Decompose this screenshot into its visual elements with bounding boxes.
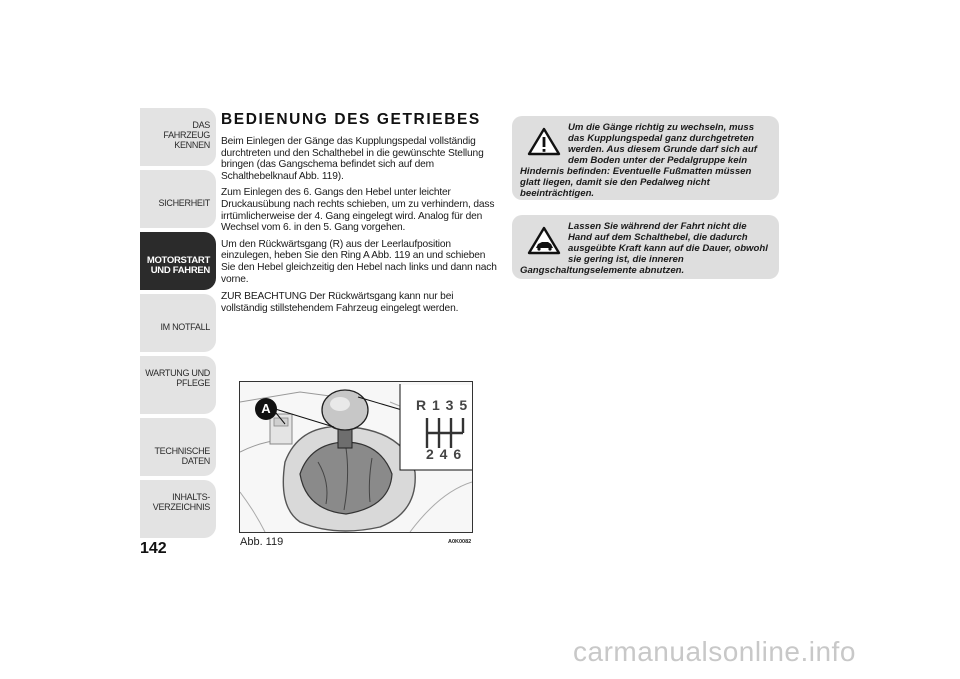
tab-label: INHALTS-VERZEICHNIS — [152, 492, 210, 512]
tab-inhaltsverzeichnis[interactable] — [140, 480, 216, 538]
section-body — [221, 136, 501, 319]
figure-caption: Abb. 119 — [240, 536, 284, 548]
warning-box — [512, 116, 779, 200]
tab-das-fahrzeug-kennen[interactable] — [140, 108, 216, 166]
tab-label: MOTORSTART UND FAHREN — [146, 255, 210, 276]
ring-label-a: A — [261, 401, 271, 416]
tab-label: TECHNISCHE DATEN — [154, 446, 210, 466]
warning-text: Lassen Sie während der Fahrt nicht die Hand auf dem Schalthebel, die dadurch ausgeübte Kraft kann auf die Dauer, obwohl sie gering ist, die inneren Gangschaltungselemente abnutzen. — [520, 221, 768, 276]
paragraph: ZUR BEACHTUNG Der Rückwärtsgang kann nur bei vollständig stillstehendem Fahrzeug eingelegt werden. — [221, 291, 459, 314]
tab-motorstart-und-fahren[interactable] — [140, 232, 216, 290]
paragraph: Um den Rückwärtsgang (R) aus der Leerlaufposition einzulegen, heben Sie den Ring A Abb. 119 an und schieben Sie den Hebel gleichzeitig den Hebel nach links und dann nach vorne. — [221, 238, 497, 285]
gear-schema-bottom: 2 4 6 — [426, 446, 463, 462]
warning-text: Um die Gänge richtig zu wechseln, muss das Kupplungspedal ganz durchgetreten werden. Aus diesem Grunde darf sich auf dem Boden unter der Pedalgruppe kein Hindernis befinden: Eventuelle Fußmatten müssen glatt liegen, damit sie den Pedalweg nicht beeinträchtigen. — [520, 122, 757, 199]
tab-sicherheit[interactable] — [140, 170, 216, 228]
tab-im-notfall[interactable] — [140, 294, 216, 352]
tab-label: IM NOTFALL — [160, 322, 210, 332]
watermark: carmanualsonline.info — [573, 636, 856, 667]
tab-label: SICHERHEIT — [158, 198, 210, 208]
warning-box — [512, 215, 779, 279]
car-warning-icon — [526, 225, 562, 255]
warning-triangle-icon — [526, 126, 562, 156]
figure-code: A0K0082 — [448, 539, 472, 545]
paragraph: Zum Einlegen des 6. Gangs den Hebel unter leichter Druckausübung nach rechts schieben, um zu verhindern, dass irrtümlicherweise der 4. Gang eingelegt wird. Analog für den Wechsel vom 6. in den 5. Gang vorgehen. — [221, 187, 495, 234]
gear-schema-top: R 1 3 5 — [416, 397, 469, 413]
gear-shift-figure — [239, 381, 473, 533]
tab-technische-daten[interactable] — [140, 418, 216, 476]
tab-label: WARTUNG UND PFLEGE — [145, 368, 210, 388]
paragraph: Beim Einlegen der Gänge das Kupplungspedal vollständig durchtreten und den Schalthebel in die gewünschte Stellung bringen (das Gangschema befindet sich auf dem Schalthebelknauf Abb. 119). — [221, 136, 484, 182]
page-number: 142 — [140, 540, 167, 557]
tab-wartung-und-pflege[interactable] — [140, 356, 216, 414]
chapter-sidebar — [140, 108, 216, 538]
tab-label: DAS FAHRZEUG KENNEN — [163, 120, 210, 150]
section-heading: BEDIENUNG DES GETRIEBES — [221, 111, 481, 128]
